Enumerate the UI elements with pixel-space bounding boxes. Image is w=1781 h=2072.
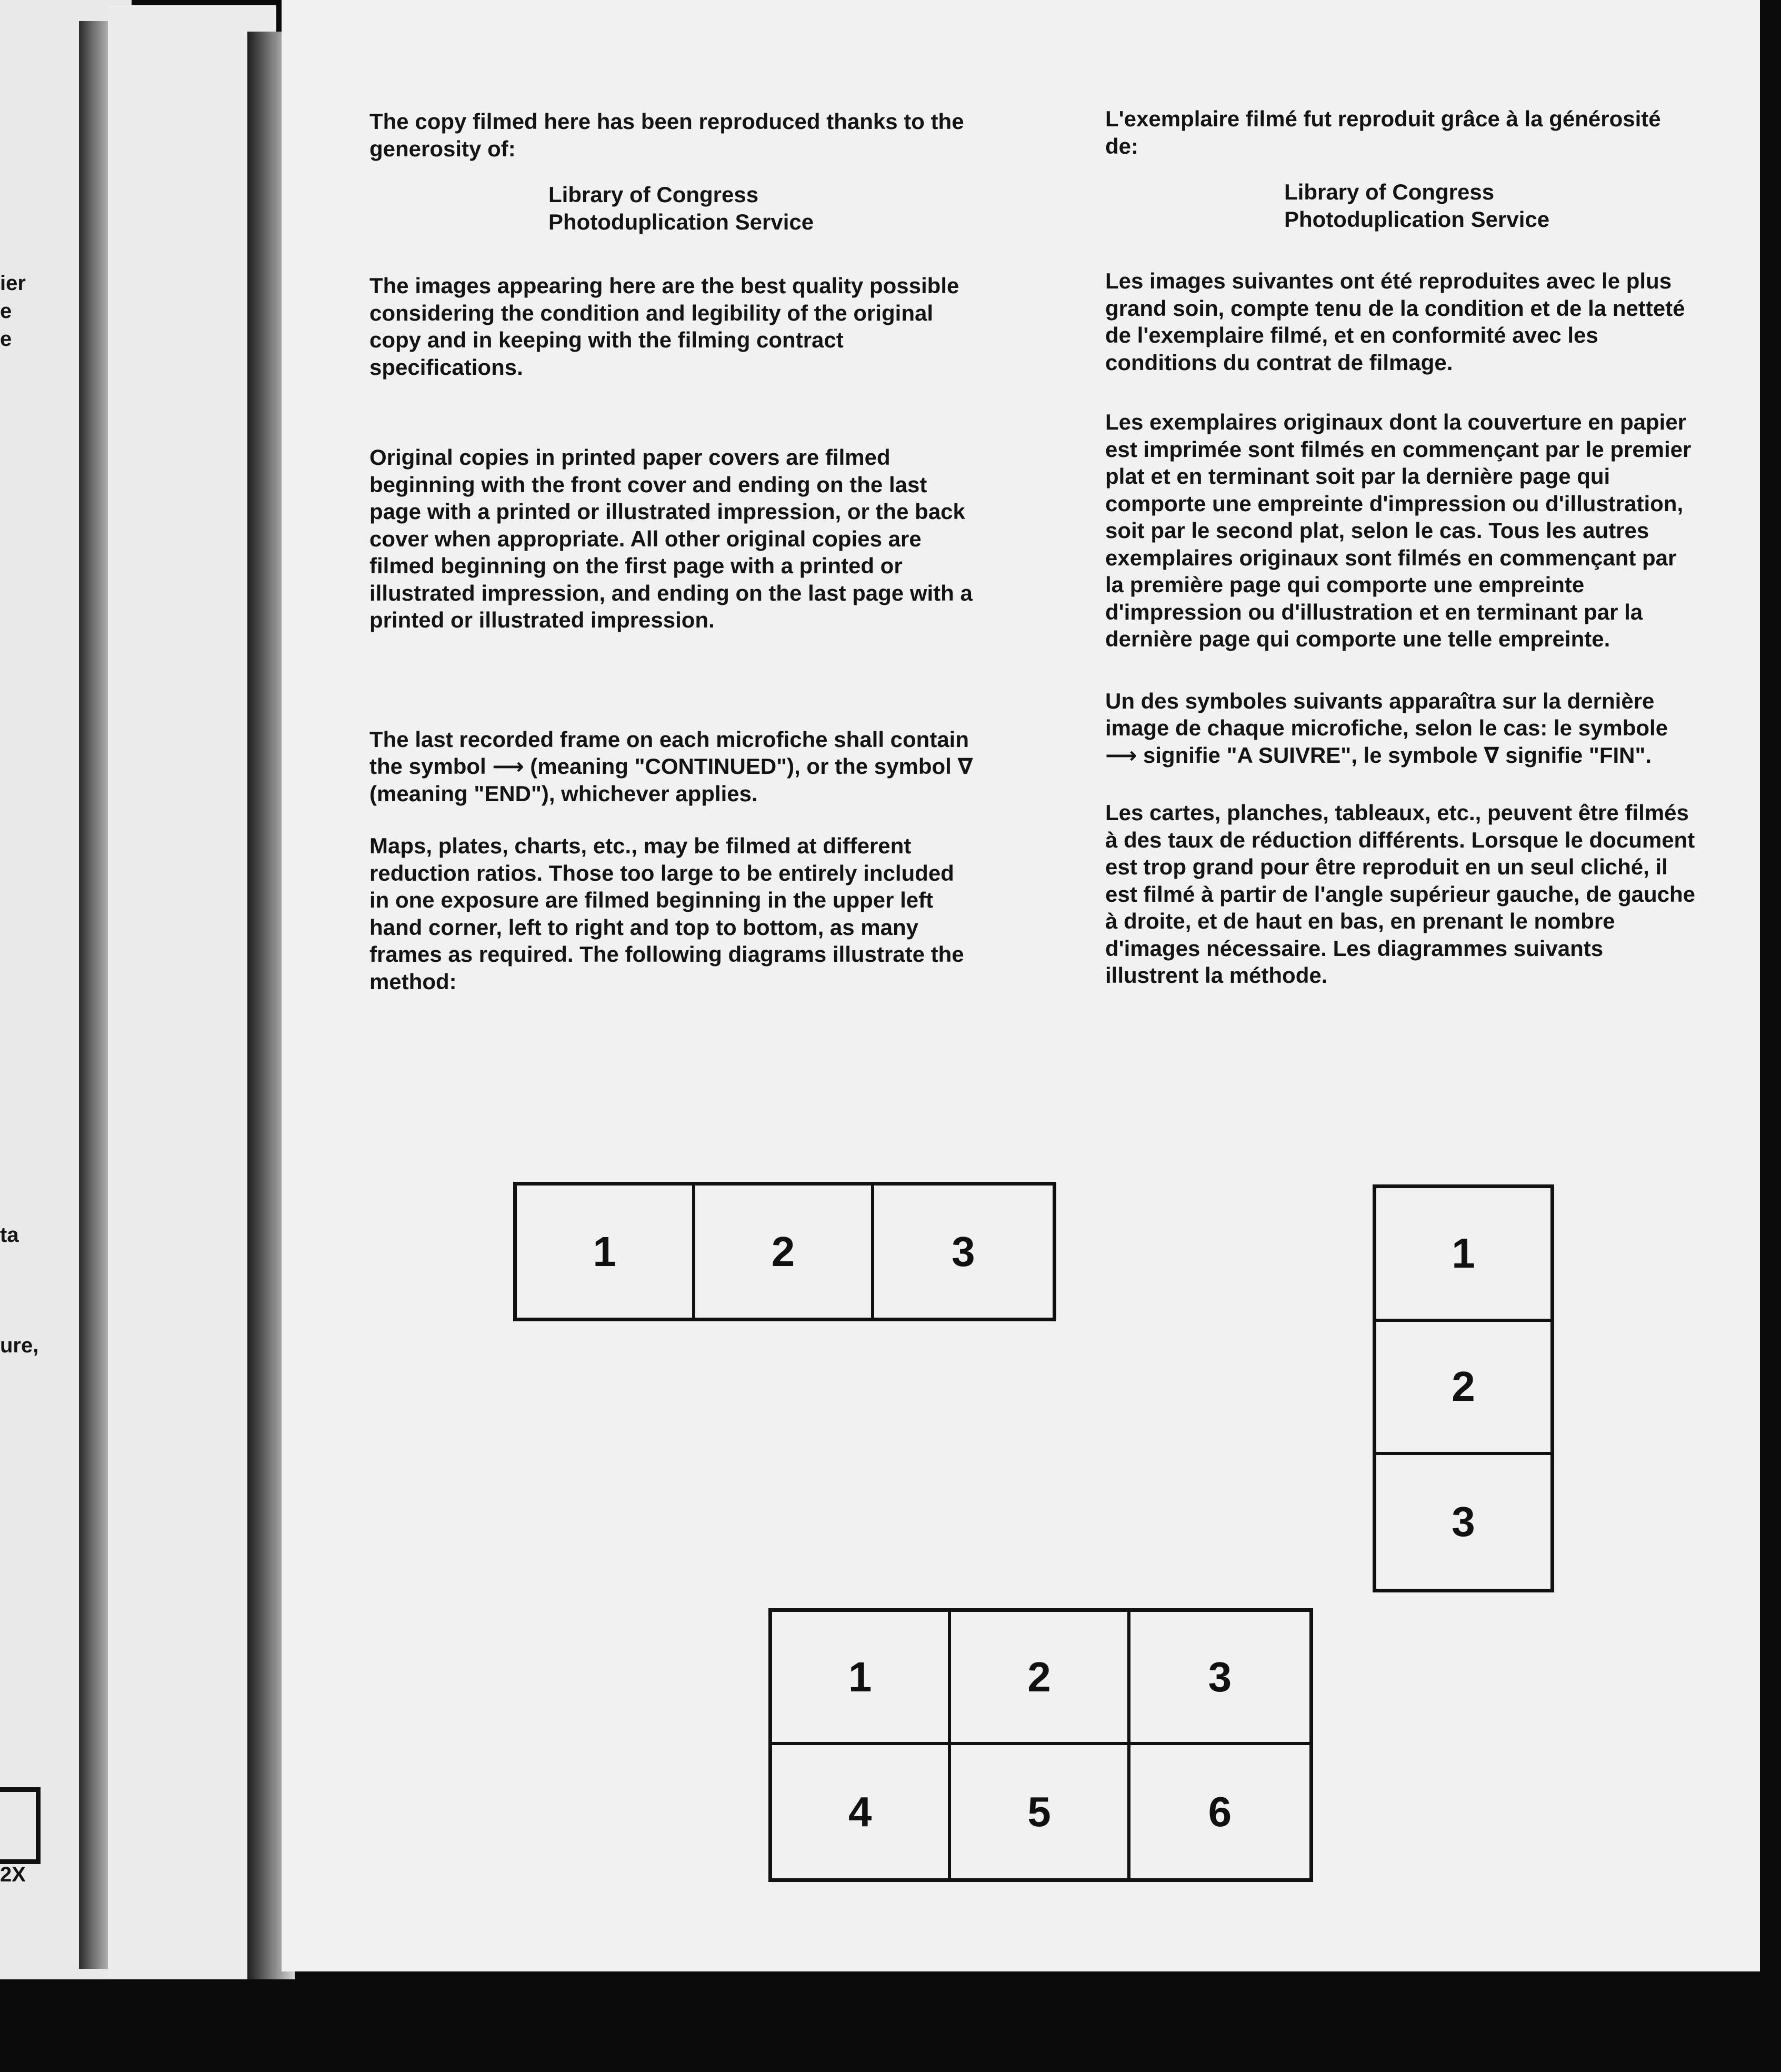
english-symbols-paragraph: The last recorded frame on each microfiche shall contain the symbol ⟶ (meaning "CONTINUED"), or the symbol ∇ (meaning "END"), whichever applies. xyxy=(369,726,973,806)
frame-cell: 4 xyxy=(772,1745,951,1878)
scan-border xyxy=(0,1979,1781,2072)
french-column xyxy=(1105,105,1700,989)
left-fragment: e xyxy=(0,327,12,351)
frame-cell: 3 xyxy=(1452,1498,1475,1546)
frame-cell: 2 xyxy=(951,1612,1130,1745)
diagram-grid-of-six xyxy=(768,1608,1313,1882)
french-covers-paragraph: Les exemplaires originaux dont la couverture en papier est imprimée sont filmés en commençant par le premier plat et en terminant soit par la dernière page qui comporte une empreinte d'impression ou d'illustration, soit par le second plat, selon le cas. Tous les autres exemplaires originaux sont filmés en commençant par la première page qui comporte une empreinte d'impression ou d'illustration et en terminant par la dernière page qui comporte une telle empreinte. xyxy=(1105,410,1692,651)
french-maps-paragraph: Les cartes, planches, tableaux, etc., peuvent être filmés à des taux de réduction différents. Lorsque le document est trop grand pour être reproduit en un seul cliché, il est filmé à partir de l'angle supérieur gauche, de gauche à droite, et de haut en bas, en prenant le nombre d'images nécessaire. Les diagrammes suivants illustrent la méthode. xyxy=(1105,800,1695,988)
frame-cell: 1 xyxy=(517,1186,695,1318)
left-fragment: 2X xyxy=(0,1863,26,1886)
english-covers-paragraph: Original copies in printed paper covers are filmed beginning with the front cover and ending on the last page with a printed or illustrated impression, or the back cover when appropriate. All other original copies are filmed beginning on the first page with a printed or illustrated impression, and ending on the last page with a printed or illustrated impression. xyxy=(369,445,973,632)
english-column xyxy=(369,108,975,995)
frame-cell: 3 xyxy=(1130,1612,1309,1745)
frame-cell: 1 xyxy=(1376,1188,1550,1322)
frame-cell: 2 xyxy=(695,1186,874,1318)
frame-cell: 3 xyxy=(952,1228,975,1275)
frame-cell: 6 xyxy=(1208,1788,1232,1835)
frame-box-fragment xyxy=(0,1787,41,1864)
left-fragment: e xyxy=(0,300,12,323)
left-fragment: ure, xyxy=(0,1334,39,1357)
frame-cell: 5 xyxy=(951,1745,1130,1878)
frame-cell: 1 xyxy=(772,1612,951,1745)
english-intro: The copy filmed here has been reproduced thanks to the generosity of: xyxy=(369,109,964,161)
diagram-row-of-three xyxy=(513,1182,1056,1321)
english-library-service: Photoduplication Service xyxy=(548,209,814,234)
frame-cell: 2 xyxy=(1376,1322,1550,1456)
french-intro: L'exemplaire filmé fut reproduit grâce à la générosité de: xyxy=(1105,106,1661,158)
english-quality-paragraph: The images appearing here are the best quality possible considering the condition and legibility of the original copy and in keeping with the filming contract specifications. xyxy=(369,273,959,380)
french-symbols-paragraph: Un des symboles suivants apparaîtra sur la dernière image de chaque microfiche, selon le cas: le symbole ⟶ signifie "A SUIVRE", le symbole ∇ signifie "FIN". xyxy=(1105,688,1668,768)
french-library-service: Photoduplication Service xyxy=(1284,206,1550,232)
diagram-column-of-three xyxy=(1373,1184,1554,1592)
scan-border xyxy=(1760,0,1781,2072)
english-library-name: Library of Congress xyxy=(548,182,759,207)
french-library-name: Library of Congress xyxy=(1284,180,1495,204)
english-maps-paragraph: Maps, plates, charts, etc., may be filmed at different reduction ratios. Those too large to be entirely included in one exposure are filmed beginning in the upper left hand corner, left to right and top to bottom, as many frames as required. The following diagrams illustrate the method: xyxy=(369,833,964,994)
left-fragment: ta xyxy=(0,1223,19,1247)
french-quality-paragraph: Les images suivantes ont été reproduites avec le plus grand soin, compte tenu de la condition et de la netteté de l'exemplaire filmé, et en conformité avec les conditions du contrat de filmage. xyxy=(1105,268,1685,375)
left-fragment: ier xyxy=(0,272,26,295)
